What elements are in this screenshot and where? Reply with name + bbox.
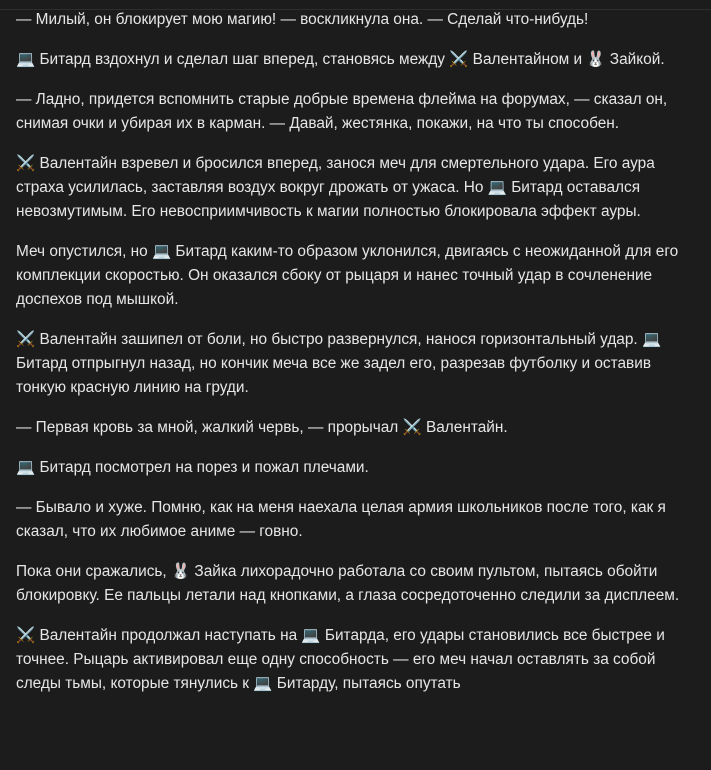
paragraph: ⚔️ Валентайн продолжал наступать на 💻 Битарда, его удары становились все быстрее и точнее. Рыцарь активировал еще одну способность — его меч начал оставлять за собой следы тьмы, которые тянулись к 💻 Битарду, пытаясь опутать — [16, 627, 665, 692]
paragraph: — Бывало и хуже. Помню, как на меня наехала целая армия школьников после того, как я сказал, что их любимое аниме — говно. — [16, 499, 666, 540]
paragraph: — Первая кровь за мной, жалкий червь, — прорычал ⚔️ Валентайн. — [16, 419, 508, 436]
paragraph: — Ладно, придется вспомнить старые добрые времена флейма на форумах, — сказал он, снимая очки и убирая их в карман. — Давай, жестянка, покажи, на что ты способен. — [16, 91, 668, 132]
paragraph: ⚔️ Валентайн зашипел от боли, но быстро развернулся, нанося горизонтальный удар. 💻 Битард отпрыгнул назад, но кончик меча все же задел его, разрезав футболку и оставив тонкую красную линию на груди. — [16, 331, 662, 396]
paragraph: 💻 Битард вздохнул и сделал шаг вперед, становясь между ⚔️ Валентайном и 🐰 Зайкой. — [16, 51, 665, 68]
paragraph: Пока они сражались, 🐰 Зайка лихорадочно работала со своим пультом, пытаясь обойти блокировку. Ее пальцы летали над кнопками, а глаза сосредоточенно следили за дисплеем. — [16, 563, 680, 604]
paragraph: Меч опустился, но 💻 Битард каким-то образом уклонился, двигаясь с неожиданной для его комплекции скоростью. Он оказался сбоку от рыцаря и нанес точный удар в сочленение доспехов под мышкой. — [16, 243, 679, 308]
paragraph: ⚔️ Валентайн взревел и бросился вперед, занося меч для смертельного удара. Его аура страха усилилась, заставляя воздух вокруг дрожать от ужаса. Но 💻 Битард оставался невозмутимым. Его невосприимчивость к магии полностью блокировала эффект ауры. — [16, 155, 655, 220]
paragraph: — Милый, он блокирует мою магию! — воскликнула она. — Сделай что-нибудь! — [16, 11, 589, 28]
paragraph: 💻 Битард посмотрел на порез и пожал плечами. — [16, 459, 369, 476]
story-text — [16, 8, 698, 712]
